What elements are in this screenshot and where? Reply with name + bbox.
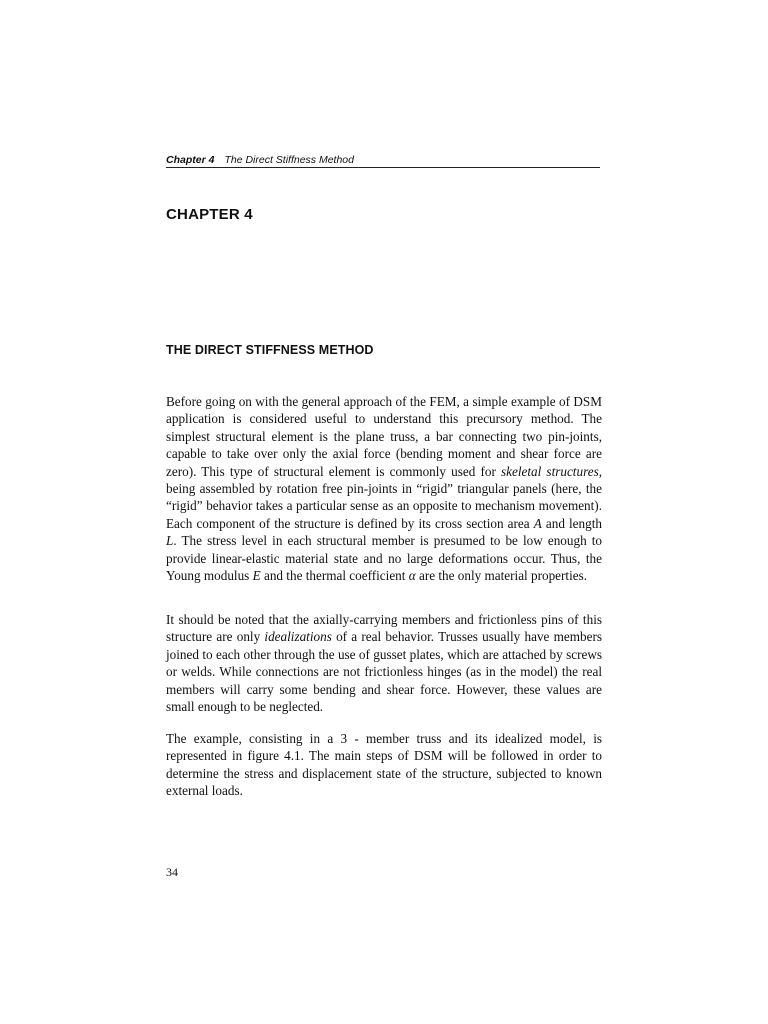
emphasis-skeletal-structures: skeletal structures	[501, 463, 599, 479]
paragraph-1-text-e: and the thermal coefficient	[260, 568, 409, 584]
running-header	[166, 154, 600, 168]
paragraph-2-text-b: of a real behavior. Trusses usually have members joined to each other through the use of gusset plates, which are attached by screws or welds. While connections are not frictionless hinges (as in the model) the real members will carry some bending and shear force. However, these values are small enough to be neglected.	[166, 629, 602, 715]
paragraph-1-text-c: and length	[541, 515, 602, 531]
paragraph-3: The example, consisting in a 3 - member truss and its idealized model, is represented in figure 4.1. The main steps of DSM will be followed in order to determine the stress and displacement state of the structure, subjected to known external loads.	[166, 731, 602, 799]
paragraph-1-text-d: . The stress level in each structural member is presumed to be low enough to provide linear-elastic material state and no large deformations occur. Thus, the Young modulus	[166, 533, 602, 584]
paragraph-1-text-f: are the only material properties.	[415, 568, 588, 584]
emphasis-idealizations: idealizations	[264, 629, 332, 645]
running-header-chapter: Chapter 4	[166, 154, 215, 166]
paragraph-1	[166, 393, 602, 584]
paragraph-2-text-a: It should be noted that the axially-carrying members and frictionless pins of this structure are only	[166, 612, 602, 645]
variable-a: A	[533, 515, 542, 531]
running-header-title: The Direct Stiffness Method	[224, 154, 354, 166]
variable-e: E	[252, 568, 261, 584]
page-number: 34	[166, 865, 178, 879]
paragraph-1-text-b: , being assembled by rotation free pin-joints in “rigid” triangular panels (here, the “rigid” behavior takes a particular sense as an opposite to mechanism movement). Each component of the structure is defined by its cross section area	[166, 463, 602, 531]
chapter-title: THE DIRECT STIFFNESS METHOD	[166, 343, 374, 357]
variable-l: L	[166, 533, 174, 549]
variable-alpha: α	[408, 568, 416, 584]
paragraph-2	[166, 611, 602, 715]
chapter-number: CHAPTER 4	[166, 206, 253, 223]
paragraph-1-text-a: Before going on with the general approach of the FEM, a simple example of DSM application is considered useful to understand this precursory method. The simplest structural element is the plane truss, a bar connecting two pin-joints, capable to take over only the axial force (bending moment and shear force are zero). This type of structural element is commonly used for	[166, 394, 602, 479]
